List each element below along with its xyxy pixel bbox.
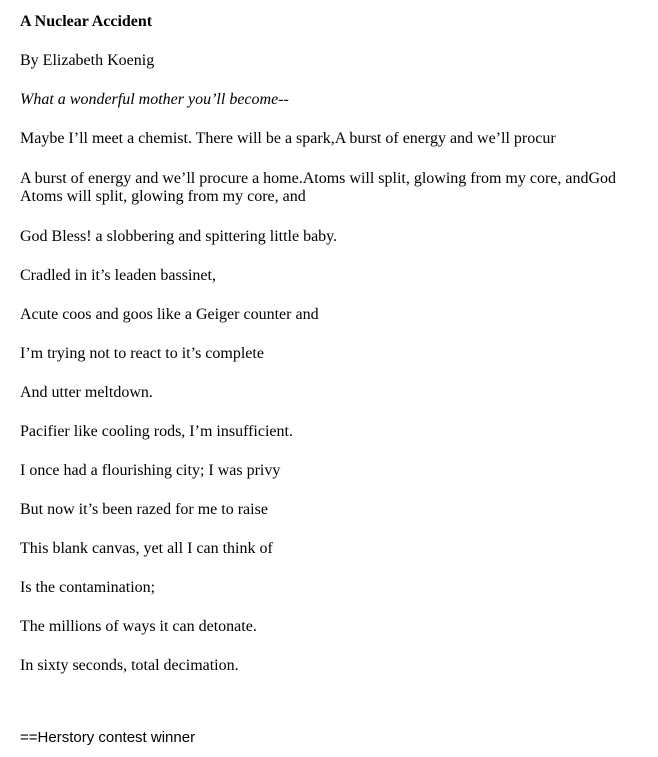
poem-line: Pacifier like cooling rods, I’m insufficient. bbox=[20, 423, 293, 440]
poem-line: In sixty seconds, total decimation. bbox=[20, 657, 239, 674]
poem-line: The millions of ways it can detonate. bbox=[20, 618, 257, 635]
poem-line: Atoms will split, glowing from my core, and bbox=[20, 188, 306, 205]
poem-line: This blank canvas, yet all I can think of bbox=[20, 540, 273, 557]
poem-line: God Bless! a slobbering and spittering little baby. bbox=[20, 228, 338, 245]
poem-epigraph: What a wonderful mother you’ll become-- bbox=[20, 91, 289, 108]
poem-line: Cradled in it’s leaden bassinet, bbox=[20, 267, 216, 284]
poem-line: Maybe I’ll meet a chemist. There will be a spark,A burst of energy and we’ll procur bbox=[20, 130, 556, 147]
poem-line: But now it’s been razed for me to raise bbox=[20, 501, 268, 518]
poem-line: I once had a flourishing city; I was privy bbox=[20, 462, 281, 479]
poem-line: And utter meltdown. bbox=[20, 384, 153, 401]
poem-line: I’m trying not to react to it’s complete bbox=[20, 345, 264, 362]
poem-title: A Nuclear Accident bbox=[20, 13, 153, 30]
poem-byline: By Elizabeth Koenig bbox=[20, 52, 155, 69]
poem-line: A burst of energy and we’ll procure a home.Atoms will split, glowing from my core, andGod bbox=[20, 170, 617, 187]
poem-line: Is the contamination; bbox=[20, 579, 156, 596]
poem-line: Acute coos and goos like a Geiger counter and bbox=[20, 306, 319, 323]
contest-footer: ==Herstory contest winner bbox=[20, 729, 196, 746]
